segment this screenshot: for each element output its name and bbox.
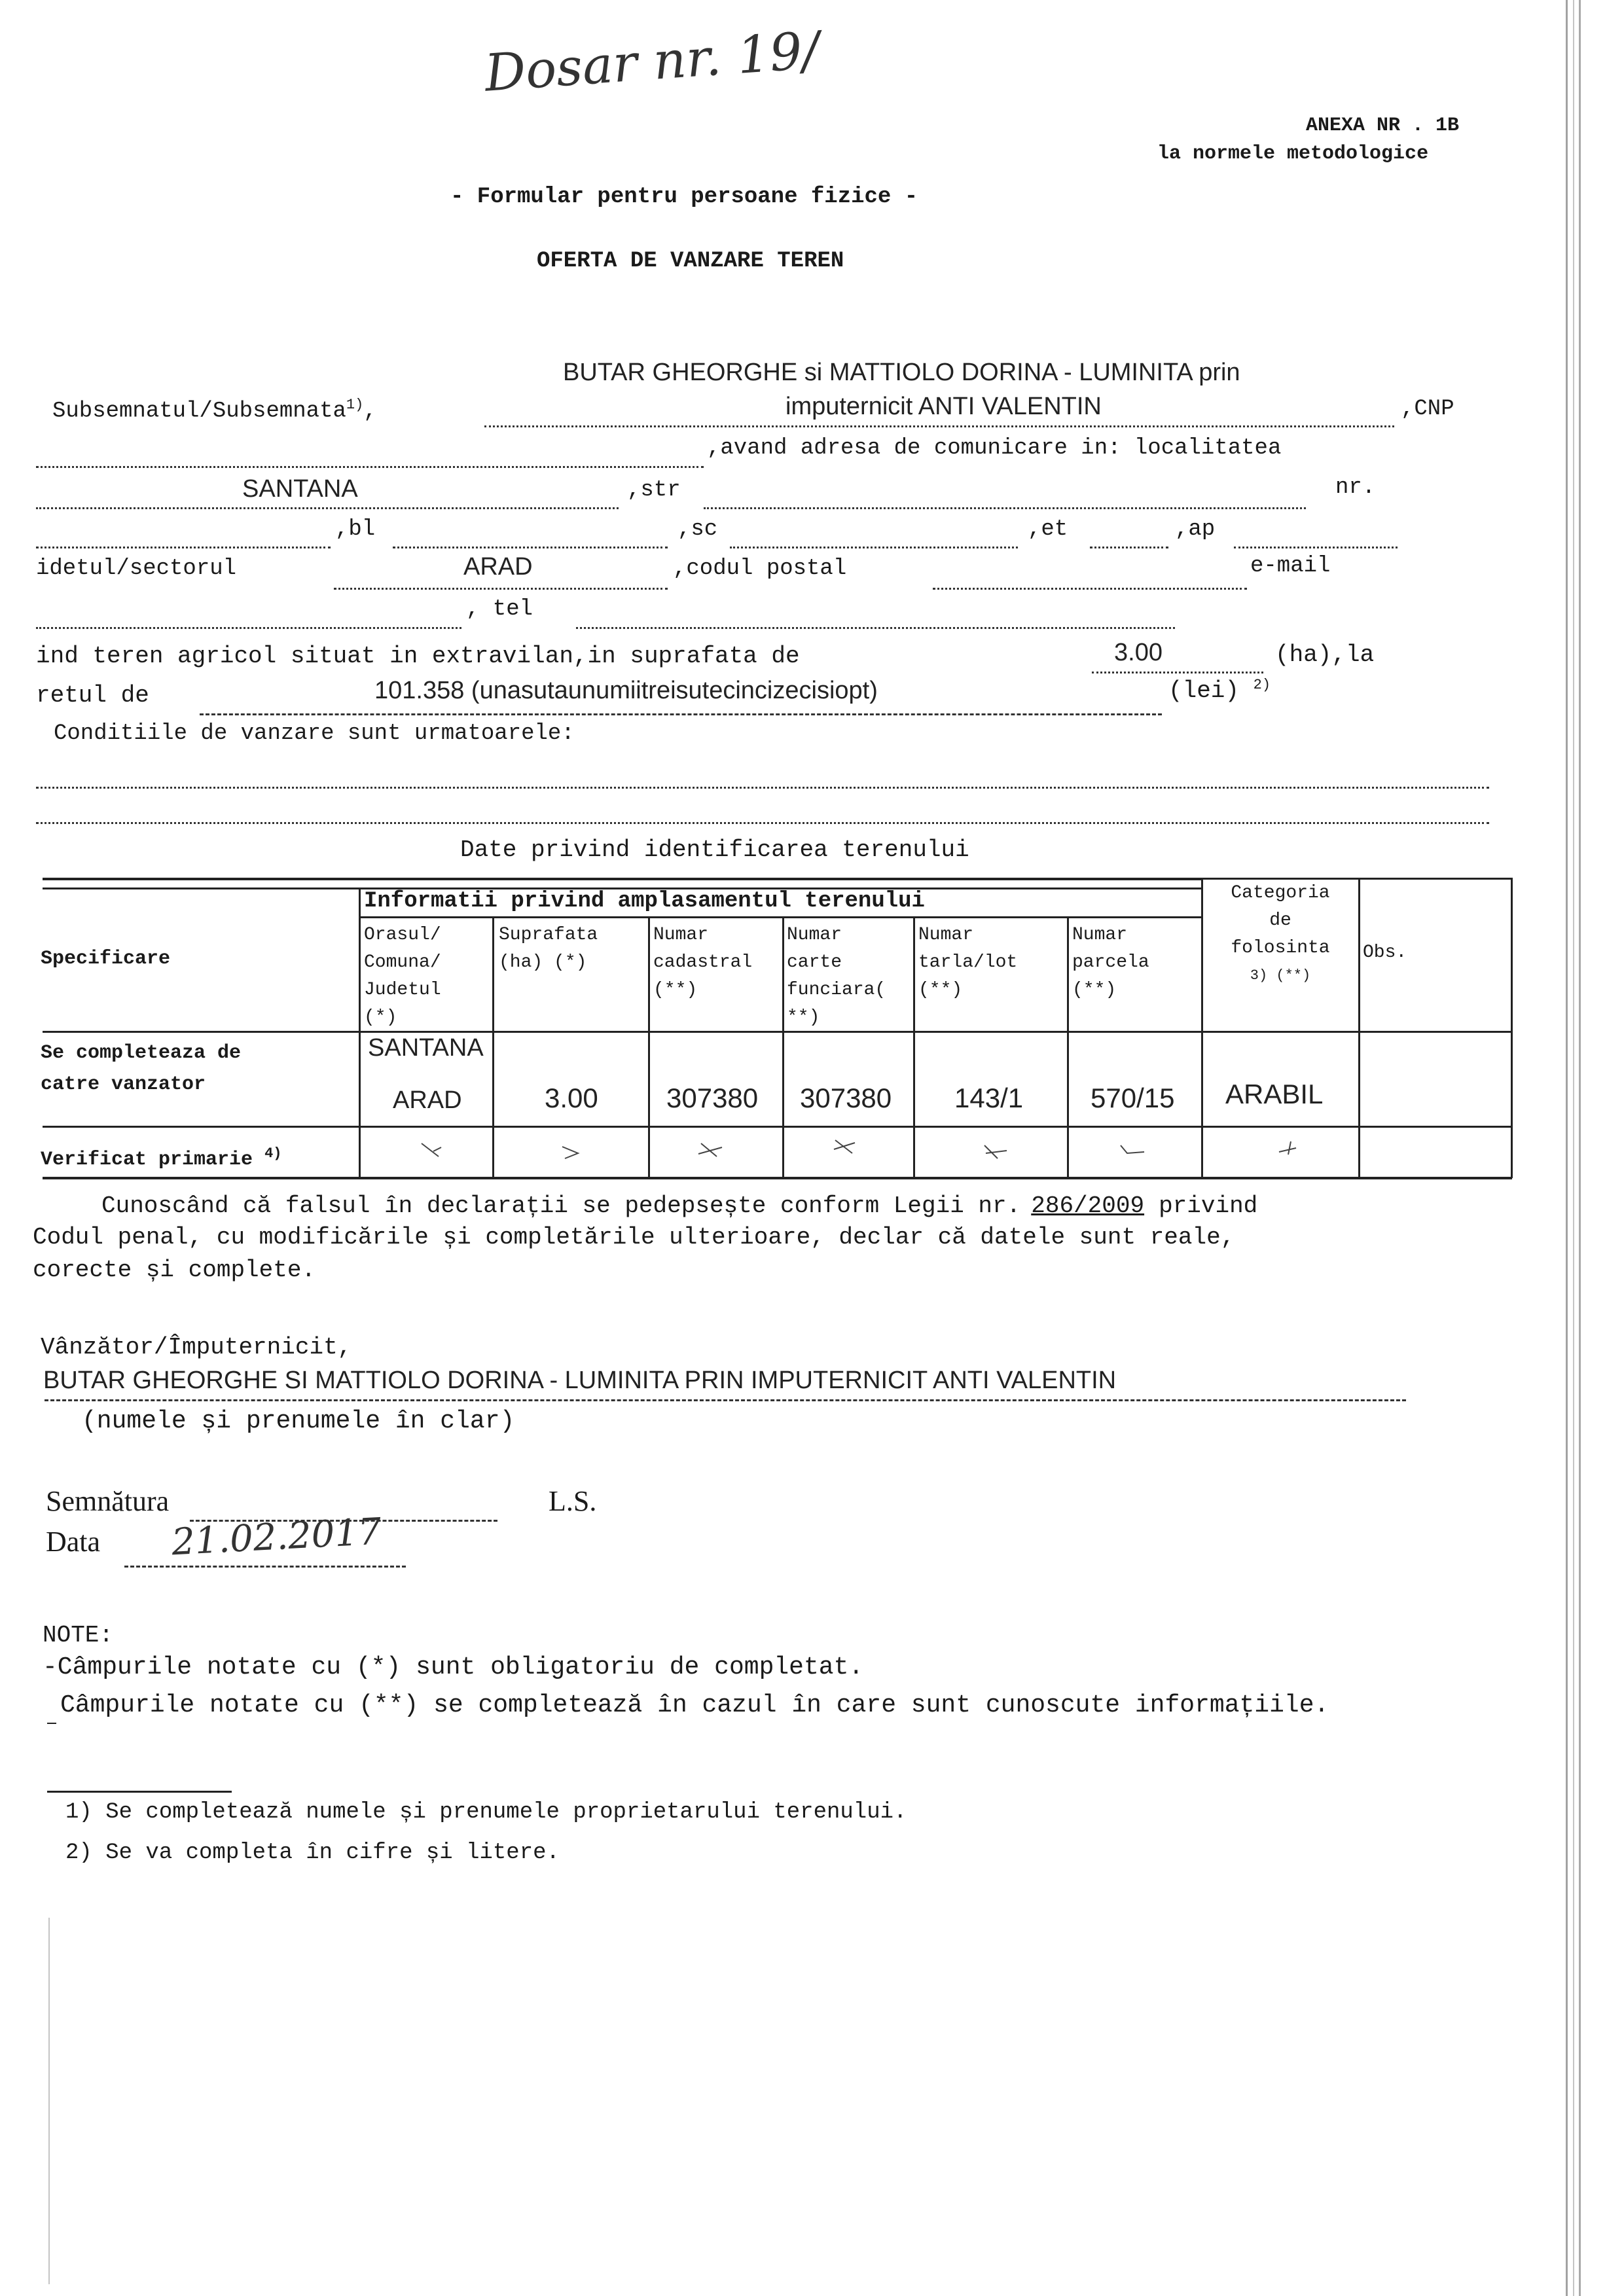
- cell-cadastral: 307380: [666, 1083, 759, 1113]
- locality-dotted-line: [36, 507, 619, 509]
- cell-county: ARAD: [393, 1086, 462, 1114]
- seller-label: Vânzător/Împuternicit,: [41, 1334, 352, 1361]
- conditions-dotted-line: [36, 822, 1489, 824]
- conditions-label: Conditiile de vanzare sunt urmatoarele:: [54, 721, 575, 746]
- table-border: [492, 916, 494, 1178]
- seller-name: BUTAR GHEORGHE SI MATTIOLO DORINA - LUMINITA PRIN IMPUTERNICIT ANTI VALENTIN: [43, 1367, 1117, 1394]
- street-label: ,str: [627, 478, 681, 503]
- annex-number: ANEXA NR . 1B: [1306, 115, 1460, 137]
- table-border: [648, 916, 650, 1178]
- postal-label: ,codul postal: [673, 556, 847, 581]
- declaration-line1: Cunoscând că falsul în declarații se pedepsește conform Legii nr. 286/2009 privind: [101, 1193, 1258, 1219]
- table-border: [43, 1031, 1512, 1033]
- table-border: [1201, 878, 1203, 1178]
- declaration-line3: corecte și complete.: [33, 1257, 316, 1283]
- price-unit: (lei) $^{2)}$: [1168, 677, 1271, 704]
- cell-parcel: 570/15: [1091, 1083, 1175, 1113]
- footnote-1: 1) Se completează numele și prenumele proprietarului terenului.: [65, 1800, 907, 1825]
- county-dotted-line: [334, 588, 668, 590]
- annex-normative: la normele metodologice: [1157, 143, 1429, 165]
- et-label: ,et: [1028, 517, 1068, 542]
- area-value: 3.00: [1114, 639, 1163, 666]
- cell-tarla: 143/1: [954, 1083, 1024, 1113]
- form-subtitle: - Formular pentru persoane fizice -: [450, 185, 918, 209]
- table-group-header: Informatii privind amplasamentul terenului: [364, 889, 925, 914]
- date-value: 21.02.2017: [170, 1510, 383, 1564]
- county-label: idetul/sectorul: [36, 556, 237, 581]
- date-label: Data: [46, 1526, 101, 1558]
- tel-dotted-line: [576, 627, 1175, 629]
- sc-label: ,sc: [677, 517, 718, 542]
- table-border: [913, 916, 915, 1178]
- law-number: 286/2009: [1031, 1193, 1145, 1219]
- table-border: [359, 888, 361, 1178]
- declarant-label: Subsemnatul/Subsemnata$^{1)}$,: [52, 397, 377, 424]
- verification-mark: [697, 1142, 723, 1158]
- column-header-specificare: Specificare: [41, 948, 171, 970]
- price-dashed-line: [200, 713, 1162, 715]
- ap-label: ,ap: [1175, 517, 1216, 542]
- verification-mark: [1119, 1144, 1146, 1160]
- seal-placeholder: L.S.: [549, 1485, 597, 1517]
- row-label-seller: Se completeaza de catre vanzator: [41, 1042, 242, 1096]
- signature-label: Semnătura: [46, 1485, 170, 1517]
- column-header-parcel: Numar parcela (**): [1072, 925, 1149, 1000]
- area-dotted-line: [1092, 672, 1263, 673]
- nr-dotted-line: [36, 547, 331, 548]
- et-dotted-line: [1090, 547, 1168, 548]
- column-header-tarla: Numar tarla/lot (**): [918, 925, 1018, 1000]
- street-dotted-line: [704, 507, 1306, 509]
- table-border: [43, 1177, 1512, 1179]
- note-line1: -Câmpurile notate cu (*) sunt obligatoriu de completat.: [43, 1653, 864, 1681]
- row-label-verified: Verificat primarie $^{4)}$: [41, 1145, 282, 1171]
- table-border: [1067, 916, 1069, 1178]
- tel-label: , tel: [466, 597, 533, 622]
- declarant-name-line1: BUTAR GHEORGHE si MATTIOLO DORINA - LUMINITA prin: [563, 359, 1240, 386]
- date-line: [124, 1566, 406, 1568]
- scan-edge-line: [1579, 0, 1581, 2296]
- email-label: e-mail: [1250, 554, 1331, 579]
- declarant-name-line2: imputernicit ANTI VALENTIN: [785, 393, 1102, 420]
- cell-category: ARABIL: [1225, 1079, 1324, 1109]
- scan-edge-line: [1566, 0, 1568, 2296]
- email-dotted-line: [36, 627, 461, 629]
- table-border: [43, 1126, 1512, 1128]
- table-border: [1511, 878, 1513, 1178]
- price-label: retul de: [36, 682, 149, 709]
- bl-label: ,bl: [335, 517, 376, 542]
- county-value: ARAD: [463, 553, 533, 581]
- table-border: [43, 878, 1201, 880]
- ap-dotted-line: [1234, 547, 1398, 548]
- verification-mark: [419, 1142, 445, 1158]
- column-header-area: Suprafata (ha) (*): [499, 925, 598, 973]
- column-header-land-book: Numar carte funciara( **): [787, 925, 886, 1028]
- address-label: ,avand adresa de comunicare in: localitatea: [707, 436, 1282, 461]
- declaration-line2: Codul penal, cu modificările și completările ulterioare, declar că datele sunt reale,: [33, 1224, 1235, 1251]
- footnote-2: 2) Se va completa în cifre și litere.: [65, 1840, 560, 1865]
- nr-label: nr.: [1335, 475, 1376, 500]
- verification-mark: [982, 1144, 1008, 1160]
- seller-name-dashed-line: [45, 1399, 1406, 1401]
- bl-dotted-line: [393, 547, 668, 548]
- table-caption: Date privind identificarea terenului: [460, 836, 969, 863]
- verification-mark: [560, 1144, 586, 1160]
- note-dash-mark: [47, 1723, 56, 1724]
- name-dotted-line: [484, 425, 1394, 427]
- scan-edge-line: [48, 1918, 50, 2284]
- notes-title: NOTE:: [43, 1622, 114, 1649]
- handwritten-file-number: Dosar nr. 19/: [482, 21, 821, 103]
- cell-city: SANTANA: [368, 1034, 484, 1062]
- table-border: [359, 916, 1201, 918]
- column-header-category: Categoria de folosinta 3) (**): [1231, 883, 1330, 984]
- footnote-separator: [47, 1791, 232, 1793]
- column-header-cadastral: Numar cadastral (**): [653, 925, 753, 1000]
- conditions-dotted-line: [36, 787, 1489, 789]
- postal-dotted-line: [933, 588, 1247, 590]
- table-border: [1358, 878, 1360, 1178]
- verification-mark: [1276, 1140, 1303, 1156]
- price-value: 101.358 (unasutaunumiitreisutecincizecisiopt): [374, 677, 878, 704]
- locality-value: SANTANA: [242, 475, 358, 503]
- area-unit: (ha),la: [1275, 641, 1375, 668]
- verification-mark: [831, 1139, 857, 1155]
- land-description: ind teren agricol situat in extravilan,in suprafata de: [36, 643, 800, 670]
- form-title: OFERTA DE VANZARE TEREN: [537, 249, 844, 274]
- cnp-dotted-line: [36, 466, 704, 468]
- sc-dotted-line: [730, 547, 1018, 548]
- table-border: [782, 916, 784, 1178]
- column-header-city: Orasul/ Comuna/ Judetul (*): [364, 925, 441, 1028]
- seller-name-hint: (numele și prenumele în clar): [82, 1407, 515, 1435]
- cell-land-book: 307380: [800, 1083, 892, 1113]
- cell-area: 3.00: [545, 1083, 598, 1113]
- note-line2: Câmpurile notate cu (**) se completează în cazul în care sunt cunoscute informațiile.: [60, 1691, 1329, 1719]
- column-header-obs: Obs.: [1363, 942, 1407, 963]
- cnp-label: ,CNP: [1401, 397, 1454, 422]
- scan-edge-line: [1573, 0, 1574, 2296]
